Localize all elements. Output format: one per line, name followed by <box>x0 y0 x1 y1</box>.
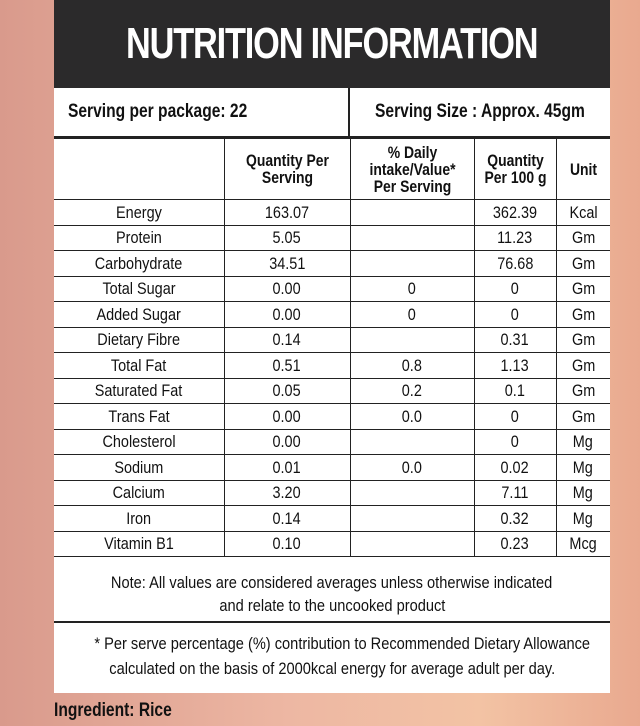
cell-nutrient-text: Protein <box>115 228 162 248</box>
cell-unit <box>556 353 610 379</box>
cell-daily <box>350 327 474 353</box>
cell-per-100g <box>474 302 556 328</box>
cell-per-100g <box>474 327 556 353</box>
cell-nutrient <box>54 429 224 455</box>
cell-daily <box>350 429 474 455</box>
table-row <box>54 200 610 226</box>
cell-unit-text: Gm <box>571 330 595 350</box>
cell-daily <box>350 506 474 532</box>
cell-per-serving <box>224 480 350 506</box>
note-line-2-text: and relate to the uncooked product <box>219 596 445 615</box>
nutrition-table <box>54 138 610 557</box>
cell-per-100g <box>474 429 556 455</box>
header-nutrient <box>54 139 224 200</box>
cell-daily-text: 0 <box>407 279 417 299</box>
cell-unit-text: Gm <box>571 406 595 426</box>
table-row <box>54 378 610 404</box>
cell-per-serving-text: 5.05 <box>272 228 302 248</box>
serving-info-row <box>54 88 610 138</box>
cell-unit <box>556 531 610 557</box>
serving-per-package <box>54 88 350 136</box>
cell-per-serving <box>224 276 350 302</box>
cell-unit <box>556 200 610 226</box>
cell-per-serving-text: 0.14 <box>272 330 302 350</box>
cell-nutrient <box>54 531 224 557</box>
table-row <box>54 302 610 328</box>
header-unit-text: Unit <box>569 159 597 179</box>
cell-per-100g-text: 1.13 <box>500 355 530 375</box>
cell-per-100g <box>474 378 556 404</box>
cell-nutrient <box>54 480 224 506</box>
cell-unit-text: Kcal <box>569 202 598 222</box>
cell-per-100g-text: 0 <box>510 432 520 452</box>
cell-nutrient-text: Carbohydrate <box>94 253 183 273</box>
cell-per-100g <box>474 480 556 506</box>
cell-unit-text: Mg <box>573 508 594 528</box>
cell-unit <box>556 480 610 506</box>
cell-unit <box>556 327 610 353</box>
cell-per-100g <box>474 506 556 532</box>
cell-per-100g-text: 0.32 <box>500 508 530 528</box>
table-row <box>54 225 610 251</box>
cell-nutrient-text: Energy <box>115 202 162 222</box>
cell-per-serving <box>224 429 350 455</box>
cell-per-100g-text: 0 <box>510 406 520 426</box>
serving-per-package-text <box>68 101 247 123</box>
cell-per-serving <box>224 378 350 404</box>
note-line-2 <box>54 594 610 617</box>
cell-unit <box>556 404 610 430</box>
cell-unit-text: Gm <box>571 279 595 299</box>
cell-per-serving-text: 0.01 <box>272 457 302 477</box>
cell-per-100g <box>474 353 556 379</box>
cell-nutrient <box>54 276 224 302</box>
cell-nutrient-text: Vitamin B1 <box>103 534 174 554</box>
cell-per-100g <box>474 251 556 277</box>
cell-daily <box>350 251 474 277</box>
header-per-100g <box>474 139 556 200</box>
cell-daily <box>350 276 474 302</box>
table-row <box>54 327 610 353</box>
cell-nutrient <box>54 327 224 353</box>
note <box>54 567 610 623</box>
footnote-line-2 <box>54 656 610 681</box>
header-per-100g-text: Quantity Per 100 g <box>483 151 546 187</box>
cell-nutrient-text: Iron <box>126 508 152 528</box>
nutrition-title <box>54 0 610 88</box>
cell-per-100g <box>474 455 556 481</box>
cell-per-serving <box>224 251 350 277</box>
cell-per-100g-text: 0.1 <box>504 381 526 401</box>
cell-nutrient-text: Sodium <box>114 457 164 477</box>
title-text: NUTRITION INFORMATION <box>126 19 538 68</box>
table-row <box>54 429 610 455</box>
cell-unit <box>556 225 610 251</box>
cell-per-serving <box>224 404 350 430</box>
cell-daily <box>350 531 474 557</box>
cell-daily-text: 0.2 <box>401 381 423 401</box>
footnote <box>54 623 610 693</box>
cell-per-100g-text: 362.39 <box>492 202 538 222</box>
cell-daily <box>350 200 474 226</box>
cell-unit-text: Gm <box>571 253 595 273</box>
cell-unit <box>556 276 610 302</box>
header-unit <box>556 139 610 200</box>
serving-per-package-label: Serving per package: <box>68 101 226 122</box>
cell-per-100g <box>474 531 556 557</box>
cell-per-100g <box>474 225 556 251</box>
cell-daily-text: 0.0 <box>401 406 423 426</box>
cell-unit-text: Mg <box>573 457 594 477</box>
cell-per-serving-text: 3.20 <box>272 483 302 503</box>
serving-size <box>350 88 610 136</box>
cell-nutrient <box>54 506 224 532</box>
footnote-line-2-text: calculated on the basis of 2000kcal energy for average adult per day. <box>109 659 555 678</box>
cell-nutrient-text: Total Sugar <box>102 279 176 299</box>
cell-per-serving <box>224 455 350 481</box>
cell-per-serving <box>224 200 350 226</box>
cell-daily <box>350 302 474 328</box>
cell-nutrient-text: Saturated Fat <box>94 381 183 401</box>
cell-nutrient-text: Total Fat <box>111 355 167 375</box>
cell-daily <box>350 353 474 379</box>
cell-per-100g <box>474 404 556 430</box>
header-daily-value <box>350 139 474 200</box>
cell-unit-text: Gm <box>571 304 595 324</box>
cell-nutrient <box>54 251 224 277</box>
cell-per-serving-text: 0.05 <box>272 381 302 401</box>
cell-per-serving-text: 0.00 <box>272 304 302 324</box>
nutrition-table-body <box>54 200 610 557</box>
note-line-1 <box>54 571 610 594</box>
table-row <box>54 480 610 506</box>
serving-per-package-value: 22 <box>229 101 248 122</box>
cell-per-serving-text: 0.51 <box>272 355 302 375</box>
cell-daily <box>350 225 474 251</box>
cell-unit-text: Mg <box>573 432 594 452</box>
table-row <box>54 276 610 302</box>
cell-per-serving <box>224 531 350 557</box>
cell-nutrient <box>54 455 224 481</box>
cell-per-serving <box>224 506 350 532</box>
table-row <box>54 455 610 481</box>
cell-nutrient <box>54 353 224 379</box>
cell-daily-text: 0 <box>407 304 417 324</box>
table-row <box>54 353 610 379</box>
cell-per-100g-text: 0 <box>510 304 520 324</box>
ingredient-text: Ingredient: Rice <box>54 700 172 721</box>
header-per-serving <box>224 139 350 200</box>
cell-nutrient-text: Trans Fat <box>108 406 170 426</box>
cell-daily <box>350 480 474 506</box>
cell-nutrient <box>54 225 224 251</box>
cell-unit <box>556 429 610 455</box>
cell-per-serving-text: 163.07 <box>264 202 310 222</box>
cell-unit <box>556 455 610 481</box>
cell-nutrient <box>54 200 224 226</box>
cell-nutrient-text: Added Sugar <box>96 304 181 324</box>
cell-unit-text: Gm <box>571 355 595 375</box>
table-row <box>54 506 610 532</box>
cell-per-100g-text: 0 <box>510 279 520 299</box>
cell-per-serving-text: 34.51 <box>268 253 306 273</box>
footnote-line-1 <box>54 631 610 656</box>
cell-per-100g-text: 0.23 <box>500 534 530 554</box>
cell-per-serving <box>224 353 350 379</box>
cell-unit <box>556 378 610 404</box>
cell-daily-text: 0.0 <box>401 457 423 477</box>
cell-unit-text: Gm <box>571 228 595 248</box>
cell-unit-text: Mg <box>573 483 594 503</box>
cell-nutrient-text: Calcium <box>112 483 165 503</box>
cell-per-serving-text: 0.00 <box>272 406 302 426</box>
note-line-1-text: Note: All values are considered averages unless otherwise indicated <box>111 573 553 592</box>
cell-per-serving <box>224 302 350 328</box>
cell-unit-text: Mcg <box>569 534 597 554</box>
header-per-serving-text: Quantity Per Serving <box>245 151 329 187</box>
cell-per-100g-text: 11.23 <box>497 228 533 248</box>
cell-per-serving <box>224 225 350 251</box>
cell-per-serving-text: 0.00 <box>272 432 302 452</box>
cell-nutrient <box>54 404 224 430</box>
header-daily-value-text: % Daily intake/Value* Per Serving <box>368 142 455 196</box>
cell-per-serving-text: 0.14 <box>272 508 302 528</box>
serving-size-label: Serving Size : Approx. 45gm <box>375 101 585 122</box>
cell-nutrient <box>54 302 224 328</box>
cell-per-serving-text: 0.10 <box>272 534 302 554</box>
cell-per-serving-text: 0.00 <box>272 279 302 299</box>
cell-per-100g-text: 7.11 <box>501 483 529 503</box>
table-row <box>54 531 610 557</box>
cell-daily <box>350 378 474 404</box>
cell-daily <box>350 455 474 481</box>
cell-nutrient-text: Dietary Fibre <box>97 330 181 350</box>
ingredient-label <box>54 700 198 722</box>
cell-unit-text: Gm <box>571 381 595 401</box>
cell-per-100g-text: 0.02 <box>500 457 530 477</box>
cell-nutrient <box>54 378 224 404</box>
cell-daily <box>350 404 474 430</box>
cell-per-100g-text: 0.31 <box>500 330 530 350</box>
table-header-row <box>54 139 610 200</box>
cell-unit <box>556 251 610 277</box>
cell-per-serving <box>224 327 350 353</box>
table-row <box>54 404 610 430</box>
cell-per-100g <box>474 200 556 226</box>
cell-unit <box>556 302 610 328</box>
cell-unit <box>556 506 610 532</box>
cell-daily-text: 0.8 <box>401 355 423 375</box>
footnote-line-1-text: * Per serve percentage (%) contribution to Recommended Dietary Allowance <box>94 634 591 653</box>
table-row <box>54 251 610 277</box>
cell-per-100g-text: 76.68 <box>496 253 534 273</box>
cell-per-100g <box>474 276 556 302</box>
cell-nutrient-text: Cholesterol <box>102 432 176 452</box>
